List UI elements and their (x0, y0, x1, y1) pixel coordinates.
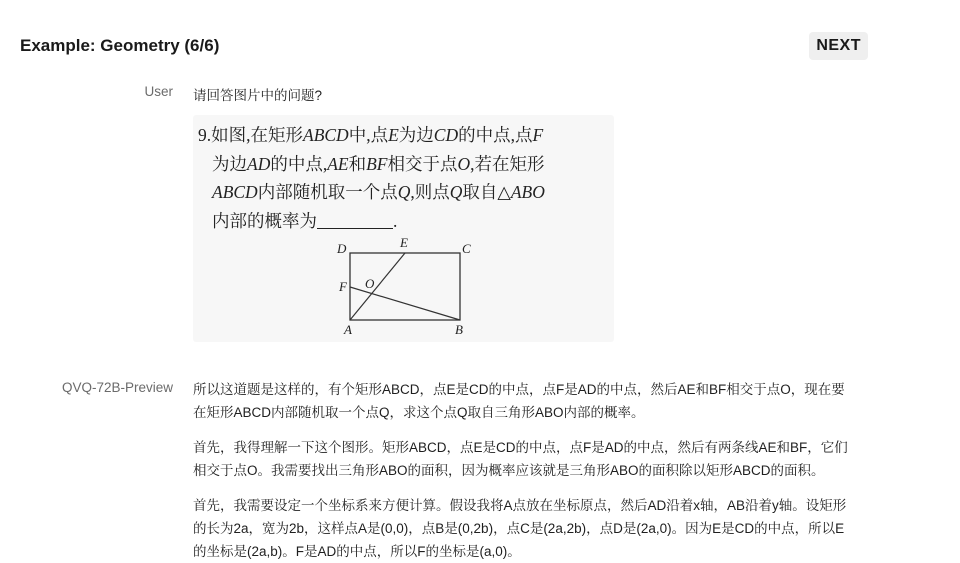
problem-line-4: 内部的概率为 . (212, 210, 398, 231)
page-title: Example: Geometry (6/6) (20, 36, 220, 55)
line-bf (350, 287, 460, 320)
user-role-label: User (144, 84, 173, 99)
problem-line-1: 9.如图,在矩形ABCD中,点E为边CD的中点,点F (198, 125, 544, 145)
label-c: C (462, 241, 471, 256)
answer-paragraph-2 (193, 436, 893, 482)
rectangle-figure (331, 237, 491, 339)
label-a: A (344, 322, 352, 337)
answer-line: 相交于点O。我需要找出三角形ABO的面积，因为概率应该就是三角形ABO的面积除以矩形ABCD的面积。 (193, 463, 825, 478)
label-b: B (455, 322, 463, 337)
answer-line: 首先，我需要设定一个坐标系来方便计算。假设我将A点放在坐标原点，然后AD沿着x轴，AB沿着y轴。设矩形 (193, 498, 847, 513)
answer-line: 的坐标是(2a,b)。F是AD的中点，所以F的坐标是(a,0)。 (193, 544, 521, 559)
label-d: D (337, 241, 347, 256)
answer-line: 所以这道题是这样的，有个矩形ABCD，点E是CD的中点，点F是AD的中点，然后AE和BF相交于点O，现在要 (193, 382, 845, 397)
answer-line: 首先，我得理解一下这个图形。矩形ABCD，点E是CD的中点，点F是AD的中点，然后有两条线AE和BF，它们 (193, 440, 848, 455)
answer-paragraph-1 (193, 378, 893, 424)
problem-line-3: ABCD内部随机取一个点Q,则点Q取自△ABO (212, 182, 545, 202)
next-button[interactable]: NEXT (809, 32, 868, 60)
answer-line: 在矩形ABCD内部随机取一个点Q，求这个点Q取自三角形ABO内部的概率。 (193, 405, 645, 420)
user-message: 请回答图片中的问题? (193, 88, 323, 103)
problem-text (198, 121, 610, 235)
problem-image (193, 115, 614, 342)
answer-blank (317, 210, 393, 229)
label-f: F (339, 279, 347, 294)
answer-line: 的长为2a，宽为2b，这样点A是(0,0)，点B是(0,2b)，点C是(2a,2b)，点D是(2a,0)。因为E是CD的中点，所以E (193, 521, 845, 536)
label-e: E (400, 237, 408, 250)
example-header (20, 34, 870, 60)
model-role-label: QVQ-72B-Preview (61, 380, 173, 395)
problem-line-2: 为边AD的中点,AE和BF相交于点O,若在矩形 (212, 153, 545, 174)
answer-paragraph-3 (193, 494, 893, 563)
line-ae (350, 253, 405, 320)
label-o: O (365, 276, 375, 291)
